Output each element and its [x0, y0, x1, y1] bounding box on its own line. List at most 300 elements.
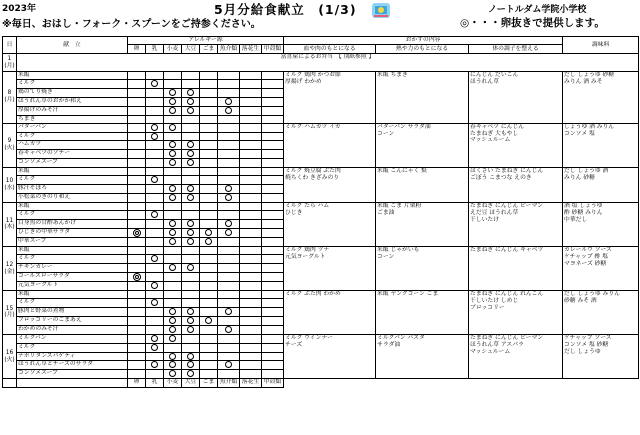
circle-mark-icon [169, 220, 176, 227]
allergen-mark-7 [262, 272, 284, 281]
allergen-mark-2 [164, 334, 182, 343]
allergen-mark-1 [146, 106, 164, 115]
menu-item-row [3, 202, 639, 210]
allergen-mark-5 [218, 141, 240, 150]
allergen-mark-1 [146, 370, 164, 379]
allergen-header-2: 小麦 [164, 45, 182, 54]
allergen-mark-0 [128, 272, 146, 281]
circle-mark-icon [169, 370, 176, 377]
allergen-mark-3 [182, 88, 200, 97]
dish-name: コンソメスープ [17, 370, 128, 379]
ingredients-header: おかずの内容 [284, 37, 563, 45]
circle-mark-icon [151, 80, 158, 87]
allergen-mark-6 [240, 88, 262, 97]
allergen-mark-0 [128, 88, 146, 97]
allergen-mark-2 [164, 115, 182, 123]
menu-table [2, 36, 639, 388]
day-date: 10 (水) [3, 168, 17, 203]
footer-allergen-7: 甲殻類 [262, 379, 284, 388]
ingredients-blood: ミルク ぶた肉 わかめ [284, 291, 376, 335]
allergen-mark-6 [240, 299, 262, 308]
circle-mark-icon [225, 326, 232, 333]
allergen-mark-1 [146, 361, 164, 370]
allergen-mark-4 [200, 282, 218, 291]
allergen-mark-3 [182, 97, 200, 106]
footer-allergen-2: 小麦 [164, 379, 182, 388]
dish-name: ひじきの中華サラダ [17, 228, 128, 237]
allergen-mark-0 [128, 219, 146, 228]
dish-name: 元気ヨーグルト [17, 282, 128, 291]
allergen-mark-3 [182, 352, 200, 361]
circle-mark-icon [169, 317, 176, 324]
allergen-mark-6 [240, 343, 262, 352]
circle-mark-icon [187, 326, 194, 333]
allergen-mark-1 [146, 272, 164, 281]
allergen-mark-4 [200, 80, 218, 89]
ingredients-body: にんじん だいこん ほうれん草 [469, 72, 563, 124]
allergen-mark-7 [262, 185, 284, 194]
dish-name: 米飯 [17, 291, 128, 299]
allergen-mark-4 [200, 159, 218, 168]
ingredients-body: たまねぎ にんじん ピーマン ほうれん草 アスパラ マッシュルーム [469, 334, 563, 379]
day-row [3, 54, 639, 72]
allergen-mark-5 [218, 291, 240, 299]
day-date: 12 (金) [3, 247, 17, 291]
ingredients-blood: ミルク 焼豆腐 ぶた肉 焼ちくわ きざみのり [284, 168, 376, 203]
allergen-mark-3 [182, 150, 200, 159]
allergen-mark-3 [182, 272, 200, 281]
allergen-header-6: 落花生 [240, 45, 262, 54]
allergen-mark-6 [240, 132, 262, 141]
allergen-mark-3 [182, 72, 200, 80]
circle-mark-icon [187, 220, 194, 227]
footer-allergen-1: 乳 [146, 379, 164, 388]
allergen-mark-6 [240, 185, 262, 194]
allergen-mark-4 [200, 176, 218, 185]
circle-mark-icon [169, 107, 176, 114]
dish-name: 豚汁そぼろ [17, 185, 128, 194]
allergen-mark-7 [262, 325, 284, 334]
allergen-mark-2 [164, 132, 182, 141]
allergen-mark-2 [164, 176, 182, 185]
allergen-mark-1 [146, 255, 164, 264]
menu-item-row [3, 123, 639, 132]
ingredients-seasoning: ケチャップ ソース コンソメ 塩 砂糖 だし しょうゆ [563, 334, 639, 379]
circle-mark-icon [169, 326, 176, 333]
allergen-mark-2 [164, 228, 182, 237]
allergen-header-3: 大豆 [182, 45, 200, 54]
ingredients-energy: 米飯 ちまき [376, 72, 469, 124]
allergen-mark-0 [128, 282, 146, 291]
circle-mark-icon [169, 141, 176, 148]
allergen-mark-6 [240, 141, 262, 150]
circle-mark-icon [187, 150, 194, 157]
circle-mark-icon [187, 264, 194, 271]
allergen-mark-0 [128, 168, 146, 176]
allergen-mark-7 [262, 255, 284, 264]
circle-mark-icon [225, 229, 232, 236]
allergen-mark-7 [262, 210, 284, 219]
menu-item-row [3, 334, 639, 343]
dish-name: ミルク [17, 80, 128, 89]
year-label: 2023年 [2, 4, 37, 14]
circle-mark-icon [169, 264, 176, 271]
allergen-mark-3 [182, 80, 200, 89]
allergen-mark-5 [218, 255, 240, 264]
allergen-mark-0 [128, 343, 146, 352]
day-date: 15 (月) [3, 291, 17, 335]
allergen-mark-1 [146, 97, 164, 106]
allergen-mark-4 [200, 299, 218, 308]
allergen-mark-4 [200, 343, 218, 352]
dish-name: ミルク [17, 210, 128, 219]
allergen-mark-4 [200, 308, 218, 317]
allergen-mark-6 [240, 219, 262, 228]
allergen-mark-2 [164, 72, 182, 80]
dish-name: ミルクパン [17, 334, 128, 343]
allergen-mark-6 [240, 115, 262, 123]
circle-mark-icon [225, 194, 232, 201]
allergen-mark-0 [128, 291, 146, 299]
school-name: ノートルダム学院小学校 [488, 5, 587, 15]
dish-name: ちまき [17, 115, 128, 123]
allergen-mark-3 [182, 219, 200, 228]
allergen-mark-0 [128, 325, 146, 334]
circle-mark-icon [169, 308, 176, 315]
allergen-header-1: 乳 [146, 45, 164, 54]
allergen-mark-1 [146, 210, 164, 219]
allergen-mark-7 [262, 72, 284, 80]
allergen-mark-2 [164, 202, 182, 210]
allergen-mark-5 [218, 316, 240, 325]
ingredients-blood: ミルク ハムカツ イカ [284, 123, 376, 168]
allergen-mark-7 [262, 132, 284, 141]
circle-mark-icon [151, 211, 158, 218]
circle-mark-icon [187, 98, 194, 105]
allergen-mark-3 [182, 132, 200, 141]
allergen-mark-6 [240, 202, 262, 210]
allergen-mark-2 [164, 106, 182, 115]
dish-name: ブロッコリーのごまあえ [17, 316, 128, 325]
dish-name: ミルク [17, 255, 128, 264]
allergen-mark-6 [240, 238, 262, 247]
footer-allergen-0: 卵 [128, 379, 146, 388]
allergen-mark-6 [240, 291, 262, 299]
allergen-mark-1 [146, 159, 164, 168]
circle-mark-icon [151, 124, 158, 131]
allergen-mark-7 [262, 291, 284, 299]
allergen-mark-2 [164, 219, 182, 228]
allergen-mark-2 [164, 159, 182, 168]
footer-allergen-6: 落花生 [240, 379, 262, 388]
dish-name: 豚肉と野菜の煮物 [17, 308, 128, 317]
allergen-mark-7 [262, 150, 284, 159]
circle-mark-icon [151, 176, 158, 183]
circle-mark-icon [169, 335, 176, 342]
allergen-mark-3 [182, 168, 200, 176]
allergen-mark-0 [128, 193, 146, 202]
ingredients-body: たまねぎ にんじん キャベツ [469, 247, 563, 291]
allergen-mark-5 [218, 168, 240, 176]
allergen-mark-0 [128, 361, 146, 370]
circle-mark-icon [151, 344, 158, 351]
allergen-mark-2 [164, 316, 182, 325]
allergen-mark-3 [182, 141, 200, 150]
circle-mark-icon [187, 361, 194, 368]
allergen-mark-3 [182, 106, 200, 115]
footer-allergen-3: 大豆 [182, 379, 200, 388]
seasoning-header: 調味料 [563, 37, 639, 54]
menu-item-row [3, 247, 639, 255]
allergen-mark-5 [218, 308, 240, 317]
circle-mark-icon [225, 220, 232, 227]
allergen-mark-1 [146, 132, 164, 141]
allergen-mark-3 [182, 247, 200, 255]
allergen-mark-6 [240, 150, 262, 159]
allergen-mark-4 [200, 370, 218, 379]
circle-mark-icon [169, 124, 176, 131]
allergen-mark-0 [128, 97, 146, 106]
allergen-mark-4 [200, 193, 218, 202]
allergen-mark-2 [164, 272, 182, 281]
allergen-mark-7 [262, 141, 284, 150]
allergen-mark-5 [218, 80, 240, 89]
ingredients-seasoning: カレールウ ソース ケチャップ 酢 塩 マヨネーズ 砂糖 [563, 247, 639, 291]
allergen-mark-4 [200, 219, 218, 228]
allergen-mark-3 [182, 308, 200, 317]
ingredients-blood: ミルク 鶏肉 かつお節 厚揚げ わかめ [284, 72, 376, 124]
allergen-mark-5 [218, 238, 240, 247]
dish-name: 白身魚の甘酢あんかけ [17, 219, 128, 228]
allergen-mark-5 [218, 299, 240, 308]
allergen-mark-2 [164, 361, 182, 370]
allergen-mark-4 [200, 97, 218, 106]
allergen-mark-1 [146, 123, 164, 132]
menu-item-row [3, 72, 639, 80]
allergen-mark-0 [128, 72, 146, 80]
ingredients-energy: バターパン サラダ油 コーン [376, 123, 469, 168]
allergen-mark-1 [146, 316, 164, 325]
dish-name: ミルク [17, 343, 128, 352]
allergen-header-5: 魚介類 [218, 45, 240, 54]
allergen-mark-6 [240, 80, 262, 89]
menu-item-row [3, 168, 639, 176]
allergen-mark-1 [146, 228, 164, 237]
allergen-mark-4 [200, 272, 218, 281]
allergen-mark-3 [182, 370, 200, 379]
ingredients-seasoning: 酒 塩 しょうゆ 酢 砂糖 みりん 中華だし [563, 202, 639, 246]
allergen-mark-3 [182, 291, 200, 299]
allergen-mark-6 [240, 325, 262, 334]
allergen-mark-5 [218, 132, 240, 141]
day-header: 日 [3, 37, 17, 54]
allergen-mark-7 [262, 299, 284, 308]
double-circle-mark-icon [133, 273, 141, 281]
dish-name: コールスローサラダ [17, 272, 128, 281]
menu-header: 献 立 [17, 37, 128, 54]
allergen-mark-3 [182, 263, 200, 272]
dish-name: ミルク [17, 176, 128, 185]
allergen-mark-1 [146, 80, 164, 89]
allergen-mark-3 [182, 325, 200, 334]
allergen-mark-7 [262, 115, 284, 123]
circle-mark-icon [169, 353, 176, 360]
allergen-mark-0 [128, 247, 146, 255]
allergen-mark-5 [218, 247, 240, 255]
circle-mark-icon [187, 107, 194, 114]
allergen-mark-6 [240, 272, 262, 281]
allergen-mark-3 [182, 334, 200, 343]
day-date: 1 (月) [3, 54, 17, 72]
allergen-mark-7 [262, 202, 284, 210]
allergen-mark-5 [218, 150, 240, 159]
allergen-mark-7 [262, 176, 284, 185]
allergen-mark-1 [146, 247, 164, 255]
circle-mark-icon [187, 159, 194, 166]
dish-name: チキンカレー [17, 263, 128, 272]
allergen-mark-4 [200, 132, 218, 141]
allergen-mark-0 [128, 202, 146, 210]
ingredients-seasoning: だし しょうゆ 酒 みりん 砂糖 [563, 168, 639, 203]
allergen-mark-5 [218, 185, 240, 194]
body-header: 体の調子を整える [469, 45, 563, 54]
allergen-mark-1 [146, 88, 164, 97]
allergen-mark-3 [182, 316, 200, 325]
circle-mark-icon [187, 229, 194, 236]
allergen-mark-2 [164, 150, 182, 159]
allergen-mark-3 [182, 343, 200, 352]
circle-mark-icon [187, 194, 194, 201]
circle-mark-icon [169, 229, 176, 236]
allergen-mark-1 [146, 168, 164, 176]
allergen-mark-5 [218, 352, 240, 361]
allergen-mark-5 [218, 272, 240, 281]
circle-mark-icon [169, 150, 176, 157]
allergen-mark-0 [128, 299, 146, 308]
allergen-mark-1 [146, 72, 164, 80]
circle-mark-icon [225, 185, 232, 192]
allergen-mark-6 [240, 210, 262, 219]
allergen-mark-2 [164, 263, 182, 272]
circle-mark-icon [169, 98, 176, 105]
allergen-mark-1 [146, 343, 164, 352]
school-logo-icon [371, 0, 391, 20]
allergen-mark-6 [240, 361, 262, 370]
circle-mark-icon [169, 238, 176, 245]
allergen-mark-1 [146, 185, 164, 194]
allergen-mark-7 [262, 247, 284, 255]
dish-name: 鶏のてり焼き [17, 88, 128, 97]
allergen-mark-4 [200, 325, 218, 334]
energy-header: 熱や力のもとになる [376, 45, 469, 54]
egg-free-note: ◎・・・卵抜きで提供します。 [460, 17, 605, 29]
page-title: 5月分給食献立 (1/3) [214, 2, 357, 17]
allergen-mark-3 [182, 159, 200, 168]
allergen-mark-7 [262, 168, 284, 176]
circle-mark-icon [225, 308, 232, 315]
allergen-mark-4 [200, 255, 218, 264]
allergen-mark-4 [200, 150, 218, 159]
dish-name: 中華スープ [17, 238, 128, 247]
allergen-mark-0 [128, 106, 146, 115]
circle-mark-icon [151, 255, 158, 262]
allergen-header-4: ごま [200, 45, 218, 54]
allergen-header-7: 甲殻類 [262, 45, 284, 54]
allergen-mark-1 [146, 352, 164, 361]
circle-mark-icon [187, 185, 194, 192]
allergen-mark-4 [200, 106, 218, 115]
allergen-mark-5 [218, 88, 240, 97]
allergen-mark-6 [240, 228, 262, 237]
ingredients-body: 春キャベツ にんじん たまねぎ 大もやし マッシュルーム [469, 123, 563, 168]
allergen-mark-3 [182, 210, 200, 219]
allergen-mark-5 [218, 72, 240, 80]
dish-name: ミルク [17, 132, 128, 141]
allergen-mark-2 [164, 255, 182, 264]
allergen-mark-3 [182, 238, 200, 247]
special-lunch-note: 富喜屋によるお弁当 【 別紙参照 】 [17, 54, 639, 72]
allergen-mark-6 [240, 308, 262, 317]
circle-mark-icon [169, 89, 176, 96]
allergen-mark-4 [200, 72, 218, 80]
circle-mark-icon [169, 361, 176, 368]
allergen-mark-5 [218, 106, 240, 115]
allergen-mark-7 [262, 370, 284, 379]
allergen-mark-4 [200, 123, 218, 132]
allergen-mark-5 [218, 176, 240, 185]
footer-allergen-4: ごま [200, 379, 218, 388]
allergen-mark-2 [164, 299, 182, 308]
allergen-mark-3 [182, 299, 200, 308]
allergen-mark-2 [164, 168, 182, 176]
circle-mark-icon [187, 238, 194, 245]
allergen-mark-4 [200, 88, 218, 97]
allergen-mark-5 [218, 193, 240, 202]
dish-name: 米飯 [17, 202, 128, 210]
allergen-mark-6 [240, 168, 262, 176]
allergen-mark-3 [182, 282, 200, 291]
allergen-mark-6 [240, 247, 262, 255]
circle-mark-icon [187, 370, 194, 377]
allergen-mark-7 [262, 228, 284, 237]
circle-mark-icon [205, 229, 212, 236]
circle-mark-icon [187, 141, 194, 148]
allergen-mark-7 [262, 308, 284, 317]
dish-name: 小松菜のきのり和え [17, 193, 128, 202]
ingredients-seasoning: しょうゆ 酒 みりん コンソメ 塩 [563, 123, 639, 168]
bring-utensils-note: ※毎日、おはし・フォーク・スプーンをご持参ください。 [2, 19, 261, 30]
allergen-mark-0 [128, 263, 146, 272]
allergen-mark-2 [164, 193, 182, 202]
day-date: 11 (木) [3, 202, 17, 246]
allergen-mark-5 [218, 97, 240, 106]
allergen-mark-5 [218, 219, 240, 228]
allergen-mark-3 [182, 202, 200, 210]
allergen-mark-3 [182, 193, 200, 202]
allergen-header-0: 卵 [128, 45, 146, 54]
circle-mark-icon [151, 133, 158, 140]
dish-name: 春キャベツのソテー [17, 150, 128, 159]
allergen-mark-4 [200, 247, 218, 255]
dish-name: ほうれん草のおかか和え [17, 97, 128, 106]
allergen-mark-1 [146, 282, 164, 291]
day-date: 8 (月) [3, 72, 17, 124]
allergen-mark-3 [182, 176, 200, 185]
allergen-mark-0 [128, 141, 146, 150]
allergen-mark-6 [240, 370, 262, 379]
allergen-mark-5 [218, 202, 240, 210]
allergen-mark-2 [164, 141, 182, 150]
